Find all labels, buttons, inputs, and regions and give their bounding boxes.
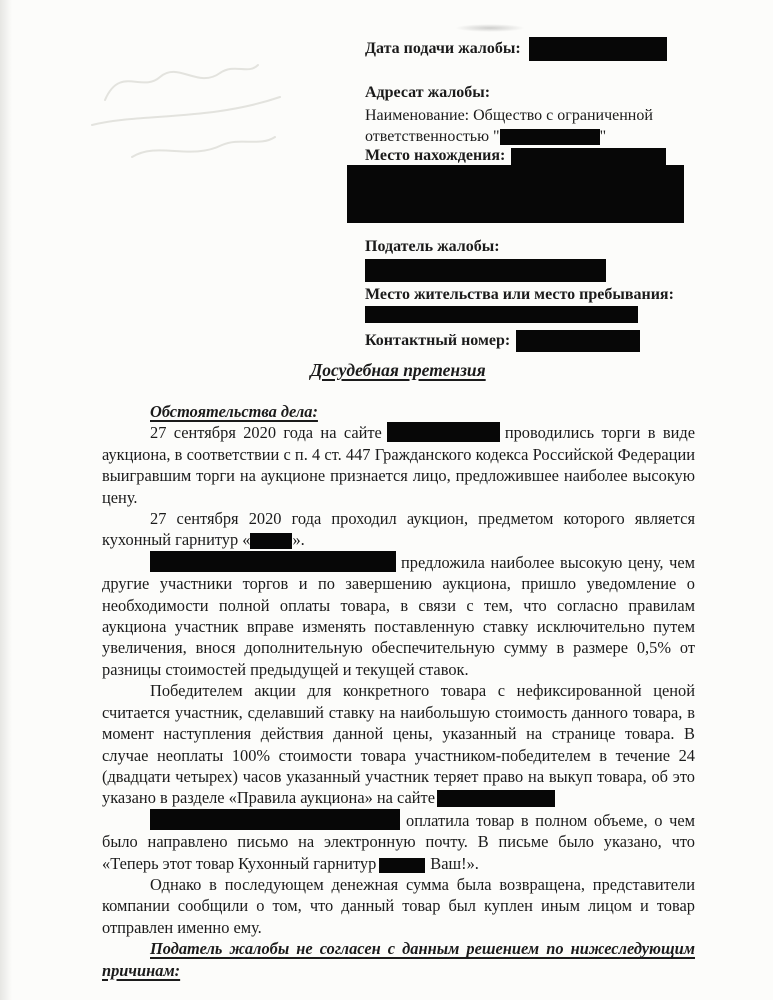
p2-text-before: 27 сентября 2020 года проходил аукцион, предметом которого является кухонный гарнитур «: [102, 509, 695, 550]
location-label: Место нахождения:: [365, 147, 506, 164]
contact-row: [365, 329, 695, 353]
redaction-filing-date: [529, 37, 667, 61]
company-name-line2: [365, 126, 695, 147]
document-body: [102, 401, 695, 981]
paragraph-auction-law: [102, 422, 695, 508]
scan-smudge: [455, 24, 525, 32]
p5-text-mid: оплатила товар в полном объеме, о чем было направлено письмо на электронную почту. В письме было указано, что «Теперь этот товар Кухонный гарнитур: [102, 810, 695, 873]
company-name-line1: Наименование: Общество с ограниченной: [365, 107, 653, 124]
p2-text-after: ».: [292, 530, 305, 550]
redaction-person-name-1: [150, 551, 396, 572]
paragraph-payment: [102, 809, 695, 874]
submitter-label: Податель жалобы:: [365, 238, 500, 255]
redaction-submitter-name: [365, 259, 606, 282]
document-title: Досудебная претензия: [310, 360, 486, 380]
conclusion-heading: Податель жалобы не согласен с данным решением по нижеследующим причинам:: [102, 939, 695, 980]
p5-text-after: Ваш!».: [430, 853, 479, 873]
scan-edge-shadow: [0, 0, 12, 1000]
paragraph-auction-rules: [102, 680, 695, 808]
p1-text-before: 27 сентября 2020 года на сайте: [150, 423, 382, 443]
redaction-contact-number: [516, 330, 640, 352]
complaint-header: [365, 36, 695, 353]
p3-text-after: предложила наиболее высокую цену, чем другие участники торгов и по завершению аукциона, пришло уведомление о необходимости полной оплаты товара, в связи с тем, что согласно правилам аукциона участник вправе изменять поставленную ставку исключительно путем увеличения, внося дополнительную обеспечительную сумму в размере 0,5% от разницы стоимостей предыдущей и текущей ставок.: [102, 552, 695, 679]
company-name-line2-suffix: ": [599, 128, 607, 145]
p1-text-after: проводились торги в виде аукциона, в соответствии с п. 4 ст. 447 Гражданского кодекса Российской Федерации выигравшим торги на аукционе признается лицо, предложившее наиболее высокую цену.: [102, 423, 695, 507]
residence-label: Место жительства или место пребывания:: [365, 286, 674, 303]
addressee-label: Адресат жалобы:: [365, 84, 491, 101]
redaction-location-block: [347, 165, 684, 223]
company-name-line2-prefix: ответственностью ": [365, 128, 500, 145]
filing-date-label: Дата подачи жалобы:: [365, 40, 521, 57]
redaction-site-name-2: [437, 790, 555, 807]
filing-date-row: [365, 36, 695, 62]
redaction-person-name-2: [150, 809, 400, 830]
redaction-company-name: [500, 129, 600, 145]
p4-text-before: Победителем акции для конкретного товара с нефиксированной ценой считается участник, сделавший ставку на наибольшую стоимость данного товара, в момент наступления действия данной цены, указанный на странице товара. В случае неоплаты 100% стоимости товара участником-победителем в течение 24 (двадцати четырех) часов указанный участник теряет право на выкуп товара, об это указано в разделе «Правила аукциона» на сайте: [102, 681, 695, 808]
redaction-location-line: [511, 148, 666, 165]
redaction-product-name-1: [250, 533, 292, 549]
pencil-scribble: [70, 45, 310, 175]
paragraph-auction-subject: [102, 508, 695, 551]
redaction-product-name-2: [379, 858, 425, 873]
redaction-residence: [365, 306, 638, 323]
redaction-site-name-1: [387, 422, 500, 442]
paragraph-refund: Однако в последующем денежная сумма была возвращена, представители компании сообщили о том, что данный товар был куплен иным лицом и товар отправлен именно ему.: [102, 874, 695, 937]
contact-label: Контактный номер:: [365, 332, 511, 349]
facts-heading: Обстоятельства дела:: [150, 402, 318, 421]
location-row: [365, 147, 695, 165]
paragraph-highest-bid: [102, 551, 695, 680]
